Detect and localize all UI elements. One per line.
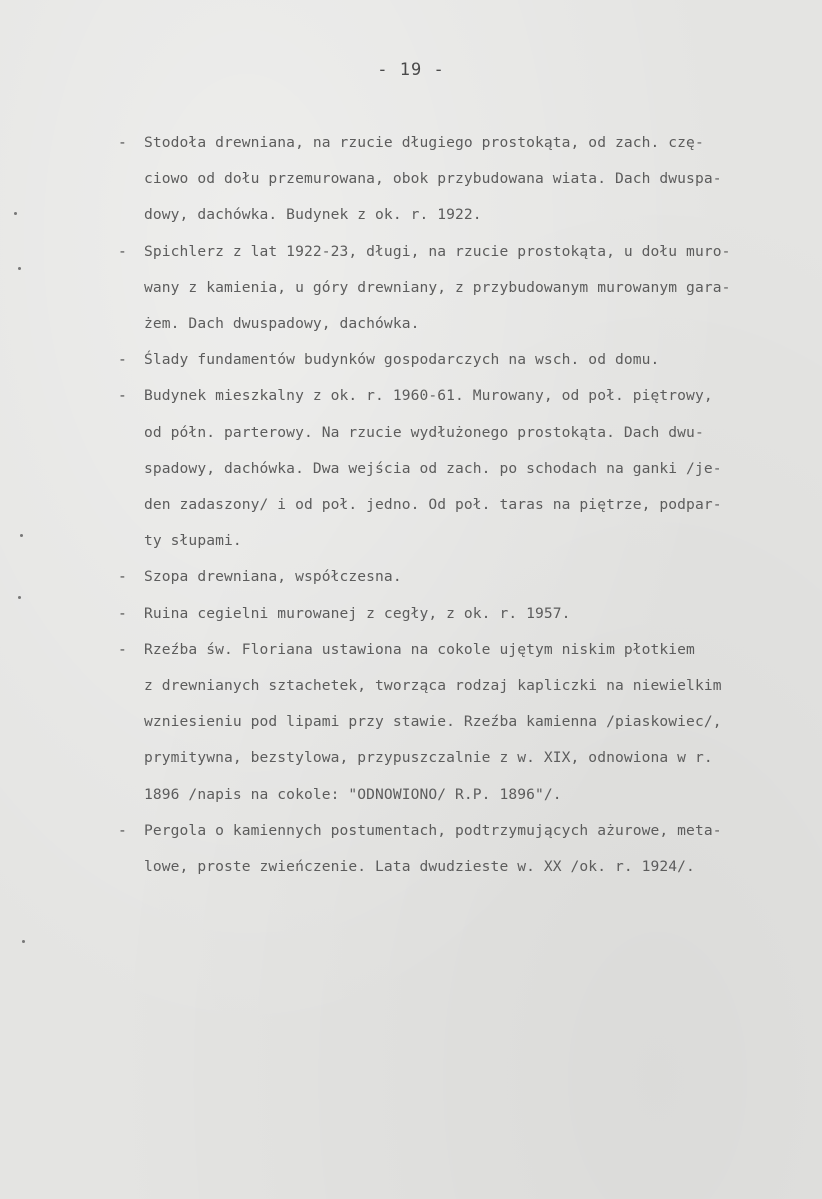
- entry-list: [118, 125, 818, 885]
- text-line: żem. Dach dwuspadowy, dachówka.: [144, 315, 420, 333]
- list-item: [118, 234, 818, 343]
- list-dash: -: [118, 351, 127, 369]
- paper-speck: [18, 267, 21, 270]
- list-dash: -: [118, 604, 127, 622]
- text-line: wany z kamienia, u góry drewniany, z przybudowanym murowanym gara-: [144, 278, 731, 296]
- list-item: [118, 559, 818, 595]
- entry-text: [144, 813, 818, 885]
- text-line: wzniesieniu pod lipami przy stawie. Rzeźba kamienna /piaskowiec/,: [144, 713, 722, 731]
- paper-speck: [18, 596, 21, 599]
- text-line: od półn. parterowy. Na rzucie wydłużonego prostokąta. Dach dwu-: [144, 423, 704, 441]
- list-dash: -: [118, 134, 127, 151]
- list-dash: -: [118, 821, 127, 839]
- text-line: spadowy, dachówka. Dwa wejścia od zach. po schodach na ganki /je-: [144, 459, 722, 477]
- text-line: Pergola o kamiennych postumentach, podtrzymujących ażurowe, meta-: [144, 821, 722, 839]
- text-line: Stodoła drewniana, na rzucie długiego prostokąta, od zach. czę-: [144, 134, 704, 151]
- paper-speck: [20, 534, 23, 537]
- list-dash: -: [118, 242, 127, 260]
- text-line: lowe, proste zwieńczenie. Lata dwudzieste w. XX /ok. r. 1924/.: [144, 858, 695, 876]
- text-line: Ruina cegielni murowanej z cegły, z ok. r. 1957.: [144, 604, 571, 622]
- text-line: prymitywna, bezstylowa, przypuszczalnie z w. XIX, odnowiona w r.: [144, 749, 713, 767]
- text-line: dowy, dachówka. Budynek z ok. r. 1922.: [144, 206, 482, 224]
- paper-speck: [14, 212, 17, 215]
- text-line: ciowo od dołu przemurowana, obok przybudowana wiata. Dach dwuspa-: [144, 170, 722, 188]
- text-line: Szopa drewniana, współczesna.: [144, 568, 402, 586]
- page-number: - 19 -: [377, 60, 445, 80]
- entry-text: [144, 378, 818, 559]
- text-line: z drewnianych sztachetek, tworząca rodzaj kapliczki na niewielkim: [144, 677, 722, 695]
- entry-text: [144, 125, 818, 234]
- text-line: Ślady fundamentów budynków gospodarczych na wsch. od domu.: [144, 351, 660, 369]
- list-item: [118, 378, 818, 559]
- entry-text: [144, 342, 818, 378]
- list-item: [118, 342, 818, 378]
- entry-text: [144, 559, 818, 595]
- text-line: ty słupami.: [144, 532, 242, 550]
- list-item: [118, 596, 818, 632]
- paper-speck: [22, 940, 25, 943]
- text-line: Budynek mieszkalny z ok. r. 1960-61. Murowany, od poł. piętrowy,: [144, 387, 713, 405]
- list-dash: -: [118, 568, 127, 586]
- list-item: [118, 125, 818, 234]
- text-line: den zadaszony/ i od poł. jedno. Od poł. taras na piętrze, podpar-: [144, 496, 722, 514]
- list-dash: -: [118, 387, 127, 405]
- entry-text: [144, 632, 818, 813]
- list-item: [118, 813, 818, 885]
- text-line: Spichlerz z lat 1922-23, długi, na rzucie prostokąta, u dołu muro-: [144, 242, 731, 260]
- text-line: Rzeźba św. Floriana ustawiona na cokole ujętym niskim płotkiem: [144, 640, 695, 658]
- entry-text: [144, 596, 818, 632]
- text-line: 1896 /napis na cokole: "ODNOWIONO/ R.P. 1896"/.: [144, 785, 562, 803]
- list-dash: -: [118, 640, 127, 658]
- list-item: [118, 632, 818, 813]
- entry-text: [144, 234, 818, 343]
